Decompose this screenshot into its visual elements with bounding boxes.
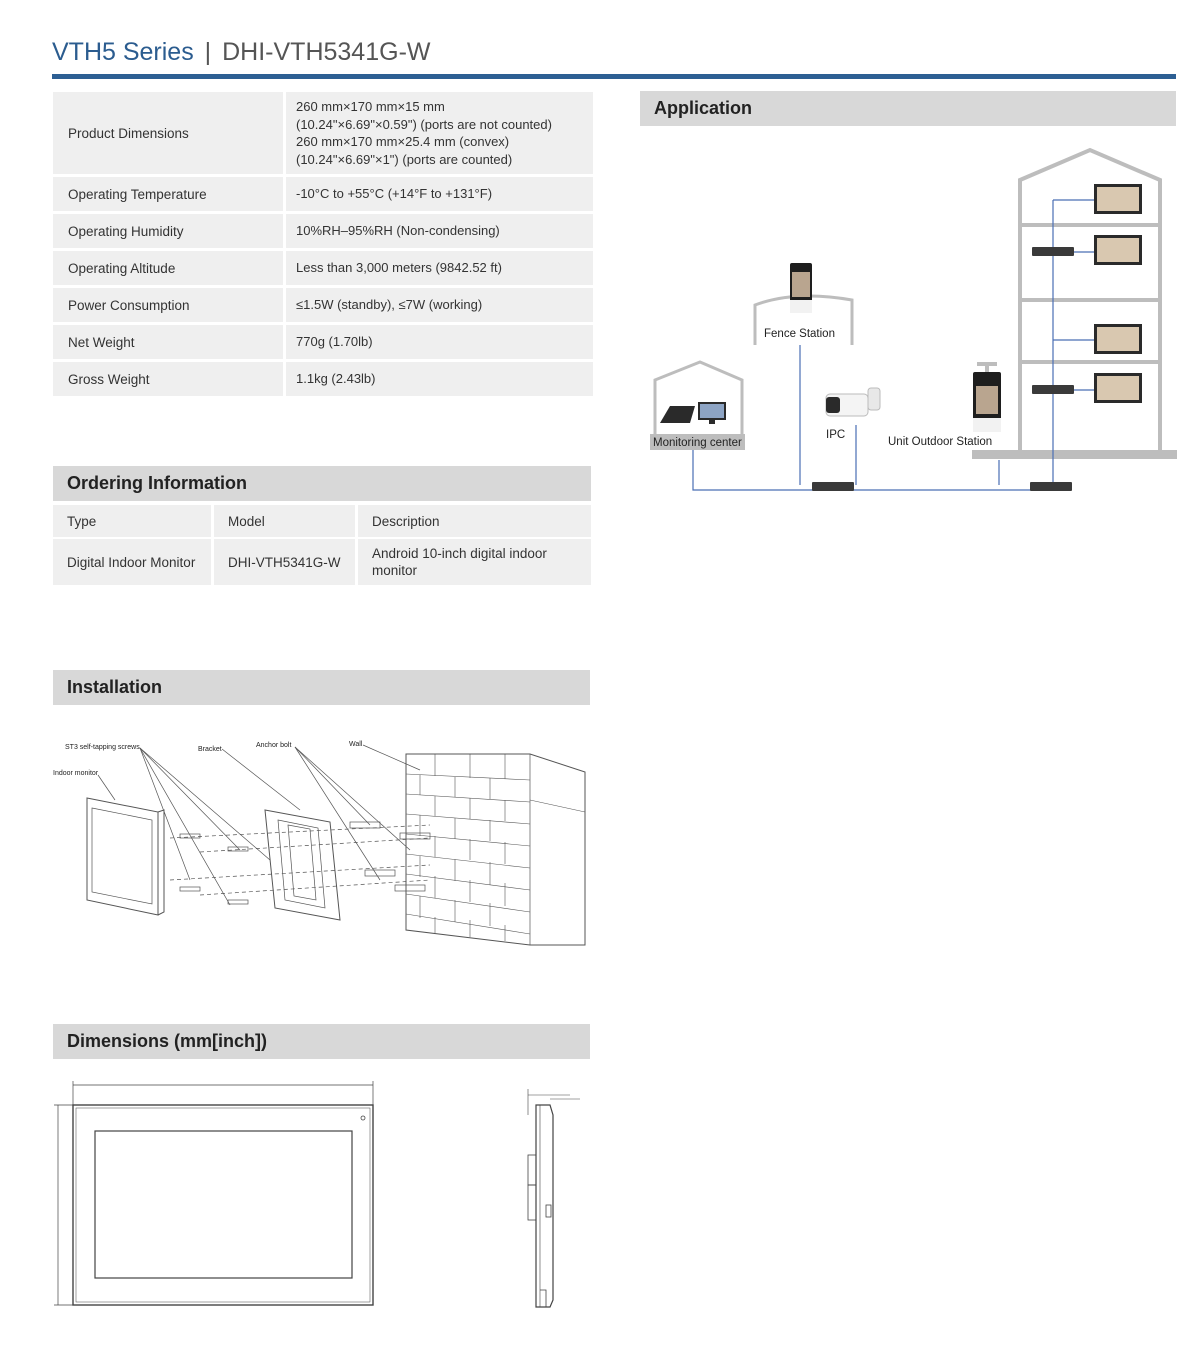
ordering-table xyxy=(53,503,591,587)
spec-table xyxy=(53,89,593,399)
title-separator: | xyxy=(204,38,212,66)
switch-icon xyxy=(1032,247,1074,256)
monitoring-house xyxy=(655,362,742,435)
spec-row xyxy=(53,362,593,396)
fence-station-icon xyxy=(790,263,812,313)
spec-row xyxy=(53,325,593,359)
label-unit-outdoor-station: Unit Outdoor Station xyxy=(888,436,993,448)
switch-icon xyxy=(812,482,854,491)
spec-value-line: (10.24"×6.69"×1") (ports are counted) xyxy=(296,151,513,167)
spec-value: 770g (1.70lb) xyxy=(286,325,593,359)
ordering-header-row xyxy=(53,505,591,537)
indoor-monitor-icon xyxy=(1094,373,1142,403)
indoor-monitor-icon xyxy=(1094,235,1142,265)
label-screws: ST3 self-tapping screws xyxy=(65,744,140,751)
label-fence-station: Fence Station xyxy=(764,328,835,340)
label-indoor-monitor: Indoor monitor xyxy=(53,770,99,777)
spec-value-line: (10.24"×6.69"×0.59") (ports are not counted) xyxy=(296,116,552,132)
indoor-monitor-icon xyxy=(1094,324,1142,354)
spec-label: Gross Weight xyxy=(53,362,286,396)
spec-label: Product Dimensions xyxy=(53,92,286,174)
spec-value: Less than 3,000 meters (9842.52 ft) xyxy=(286,251,593,285)
spec-label: Operating Altitude xyxy=(53,251,286,285)
ground-line xyxy=(972,450,1177,459)
spec-row xyxy=(53,92,593,174)
spec-value-line: 260 mm×170 mm×25.4 mm (convex) xyxy=(296,134,510,149)
dimensions-header: Dimensions (mm[inch]) xyxy=(53,1024,590,1059)
application-diagram xyxy=(640,140,1185,510)
model-name: DHI-VTH5341G-W xyxy=(222,38,431,66)
spec-value-line: 260 mm×170 mm×15 mm xyxy=(296,99,445,114)
switch-icon xyxy=(1030,482,1072,491)
spec-value: 1.1kg (2.43lb) xyxy=(286,362,593,396)
spec-row xyxy=(53,288,593,322)
spec-label: Operating Humidity xyxy=(53,214,286,248)
spec-value: ≤1.5W (standby), ≤7W (working) xyxy=(286,288,593,322)
installation-diagram xyxy=(50,730,595,960)
column-header: Description xyxy=(358,505,591,537)
application-header: Application xyxy=(640,91,1176,126)
dimensions-diagram xyxy=(50,1075,595,1320)
spec-label: Power Consumption xyxy=(53,288,286,322)
spec-label: Operating Temperature xyxy=(53,177,286,211)
column-header: Type xyxy=(53,505,214,537)
column-header: Model xyxy=(214,505,358,537)
title-rule xyxy=(52,74,1176,79)
spec-value: 10%RH–95%RH (Non-condensing) xyxy=(286,214,593,248)
cell-model: DHI-VTH5341G-W xyxy=(214,539,358,585)
label-bracket: Bracket xyxy=(198,746,222,753)
cell-description: Android 10-inch digital indoor monitor xyxy=(358,539,591,585)
table-row xyxy=(53,539,591,585)
monitoring-center-icon xyxy=(660,402,726,424)
indoor-monitor-icon xyxy=(1094,184,1142,214)
label-anchor-bolt: Anchor bolt xyxy=(256,742,292,749)
page-title xyxy=(52,38,431,67)
unit-outdoor-station-icon xyxy=(973,362,1001,432)
spec-row xyxy=(53,177,593,211)
spec-label: Net Weight xyxy=(53,325,286,359)
spec-row xyxy=(53,214,593,248)
spec-row xyxy=(53,251,593,285)
spec-value xyxy=(286,92,593,174)
label-ipc: IPC xyxy=(826,429,846,441)
label-wall: Wall xyxy=(349,741,363,748)
ipc-camera-icon xyxy=(826,388,880,416)
spec-value: -10°C to +55°C (+14°F to +131°F) xyxy=(286,177,593,211)
switch-icon xyxy=(1032,385,1074,394)
installation-header: Installation xyxy=(53,670,590,705)
series-name: VTH5 Series xyxy=(52,38,194,66)
ordering-header: Ordering Information xyxy=(53,466,591,501)
cell-type: Digital Indoor Monitor xyxy=(53,539,214,585)
label-monitoring-center: Monitoring center xyxy=(653,437,742,449)
